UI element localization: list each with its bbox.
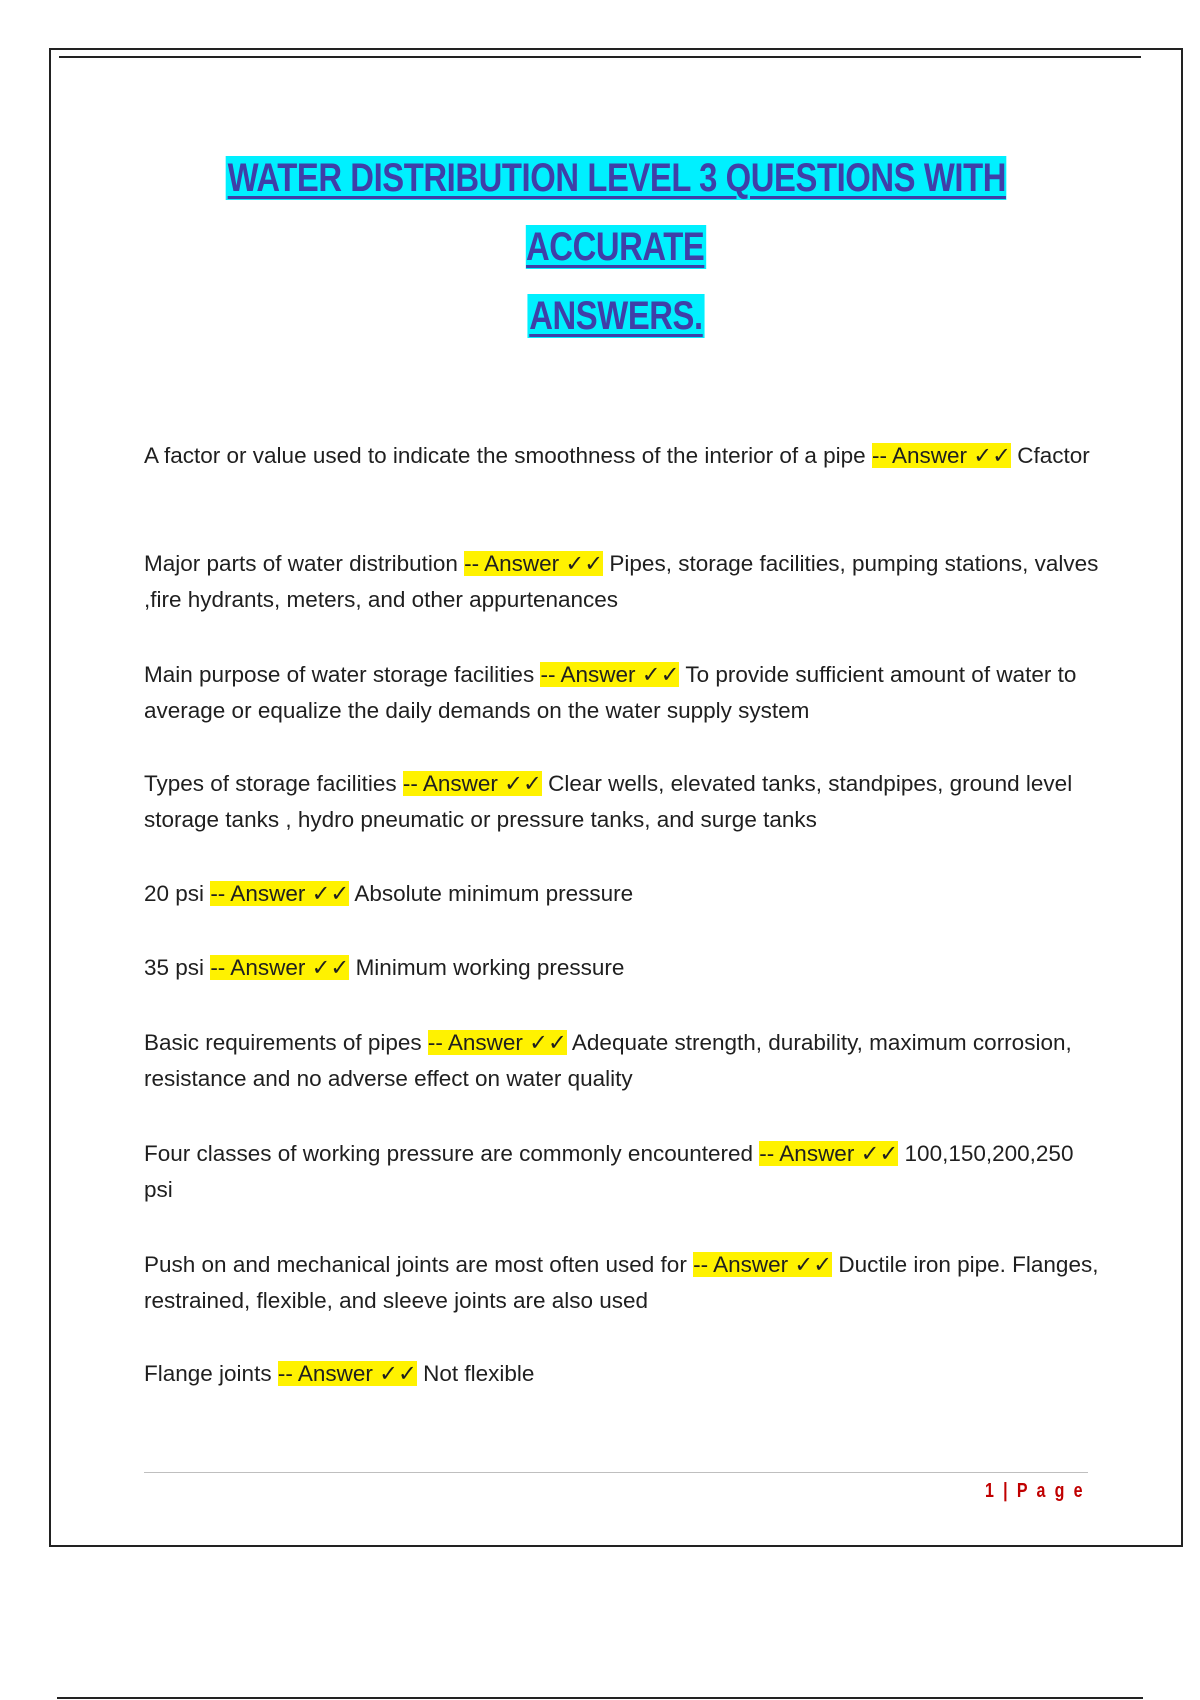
qa-item-6 [144, 950, 1104, 986]
answer-text: 100,150,200,250 psi [144, 1141, 1074, 1202]
title-line-2: ANSWERS. [529, 294, 703, 338]
question-text: Types of storage facilities [144, 771, 397, 796]
header-rule [59, 56, 1141, 58]
question-text: Four classes of working pressure are commonly encountered [144, 1141, 754, 1166]
qa-item-4 [144, 766, 1104, 838]
answer-text: Adequate strength, durability, maximum corrosion, resistance and no adverse effect on water quality [144, 1030, 1072, 1091]
question-text: A factor or value used to indicate the smoothness of the interior of a pipe [144, 443, 866, 468]
qa-item-9 [144, 1247, 1104, 1319]
question-text: Flange joints [144, 1361, 272, 1386]
title-line-1: WATER DISTRIBUTION LEVEL 3 QUESTIONS WITH ACCURATE [227, 156, 1006, 269]
footer-rule [144, 1472, 1088, 1473]
document-page [49, 48, 1183, 1547]
answer-text: Cfactor [1017, 443, 1090, 468]
answer-marker: -- Answer ✓✓ [277, 1361, 417, 1386]
qa-item-10 [144, 1356, 1104, 1392]
answer-text: Not flexible [423, 1361, 535, 1386]
qa-item-1 [144, 438, 1104, 474]
answer-marker: -- Answer ✓✓ [693, 1252, 833, 1277]
answer-text: Absolute minimum pressure [354, 881, 634, 906]
answer-marker: -- Answer ✓✓ [210, 955, 350, 980]
question-text: Push on and mechanical joints are most often used for [144, 1252, 687, 1277]
answer-text: Pipes, storage facilities, pumping stations, valves ,fire hydrants, meters, and other appurtenances [144, 551, 1099, 612]
question-text: 20 psi [144, 881, 205, 906]
answer-marker: -- Answer ✓✓ [464, 551, 604, 576]
question-text: Basic requirements of pipes [144, 1030, 422, 1055]
question-text: Main purpose of water storage facilities [144, 662, 535, 687]
qa-item-5 [144, 876, 1104, 912]
question-text: 35 psi [144, 955, 205, 980]
question-text: Major parts of water distribution [144, 551, 458, 576]
answer-marker: -- Answer ✓✓ [427, 1030, 567, 1055]
answer-marker: -- Answer ✓✓ [540, 662, 680, 687]
page-number: 1 | P a g e [985, 1480, 1085, 1502]
answer-marker: -- Answer ✓✓ [759, 1141, 899, 1166]
answer-marker: -- Answer ✓✓ [210, 881, 350, 906]
document-title [111, 144, 1121, 351]
answer-text: Ductile iron pipe. Flanges, restrained, flexible, and sleeve joints are also used [144, 1252, 1099, 1313]
qa-item-7 [144, 1025, 1104, 1097]
qa-item-8 [144, 1136, 1104, 1208]
answer-marker: -- Answer ✓✓ [402, 771, 542, 796]
answer-text: Clear wells, elevated tanks, standpipes, ground level storage tanks , hydro pneumatic or pressure tanks, and surge tanks [144, 771, 1073, 832]
answer-text: Minimum working pressure [355, 955, 625, 980]
answer-marker: -- Answer ✓✓ [871, 443, 1011, 468]
next-page-edge [57, 1697, 1143, 1699]
qa-item-3 [144, 657, 1104, 729]
qa-item-2 [144, 546, 1104, 618]
answer-text: To provide sufficient amount of water to average or equalize the daily demands on the water supply system [144, 662, 1077, 723]
